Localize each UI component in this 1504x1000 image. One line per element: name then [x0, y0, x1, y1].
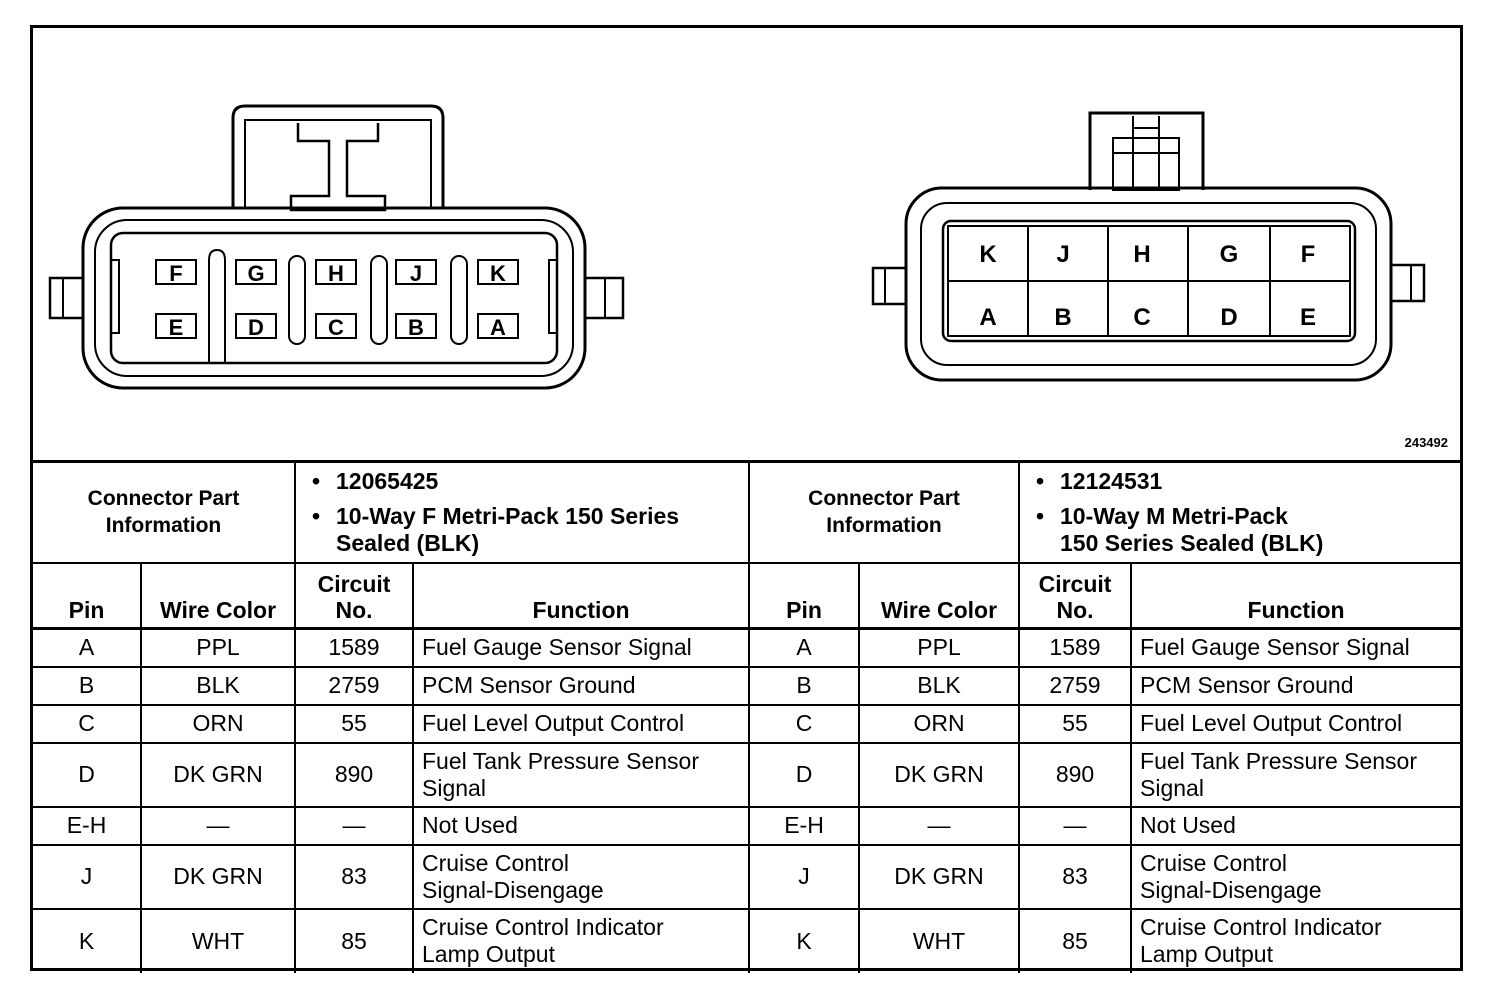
wire-color-cell: BLK — [859, 667, 1019, 705]
wire-color-cell: WHT — [859, 909, 1019, 973]
left-pin-label: K — [490, 261, 506, 286]
right-pin-label: B — [1054, 304, 1072, 331]
table-row — [33, 909, 1460, 973]
wire-color-cell: ORN — [141, 705, 295, 743]
pin-cell: B — [33, 667, 141, 705]
circuit-no-cell: — — [295, 807, 413, 845]
function-cell: Fuel Tank Pressure Sensor Signal — [413, 743, 749, 807]
circuit-no-cell: 55 — [295, 705, 413, 743]
circuit-no-cell: 890 — [1019, 743, 1131, 807]
pin-cell: B — [749, 667, 859, 705]
header-wire-color: Wire Color — [141, 563, 295, 629]
function-cell: Fuel Level Output Control — [413, 705, 749, 743]
table-row — [33, 807, 1460, 845]
circuit-no-cell: 1589 — [1019, 629, 1131, 667]
table-row — [33, 743, 1460, 807]
left-pin-label: B — [408, 315, 424, 340]
function-cell: Cruise Control Signal-Disengage — [1131, 845, 1460, 909]
pin-cell: D — [33, 743, 141, 807]
function-cell: Not Used — [413, 807, 749, 845]
wire-color-cell: DK GRN — [141, 743, 295, 807]
pin-cell: C — [33, 705, 141, 743]
function-cell: Fuel Gauge Sensor Signal — [413, 629, 749, 667]
connector-drawing — [33, 28, 1460, 460]
right-pin-labels — [979, 241, 1316, 331]
left-connector — [50, 106, 623, 388]
header-function: Function — [413, 563, 749, 629]
wire-color-cell: WHT — [141, 909, 295, 973]
function-cell: Cruise Control Indicator Lamp Output — [413, 909, 749, 973]
right-pin-label: C — [1133, 304, 1151, 331]
circuit-no-cell: 83 — [295, 845, 413, 909]
pin-cell: A — [749, 629, 859, 667]
function-cell: Cruise Control Indicator Lamp Output — [1131, 909, 1460, 973]
function-cell: Fuel Level Output Control — [1131, 705, 1460, 743]
left-pin-label: E — [168, 315, 184, 340]
left-pin-label: C — [328, 315, 344, 340]
wire-color-cell: ORN — [859, 705, 1019, 743]
diagram-frame — [30, 25, 1463, 971]
table-row — [33, 667, 1460, 705]
connector-description: 10-Way M Metri-Pack — [1060, 502, 1288, 529]
header-pin: Pin — [33, 563, 141, 629]
function-cell: Fuel Tank Pressure Sensor Signal — [1131, 743, 1460, 807]
figure-id: 243492 — [1404, 435, 1448, 450]
function-cell: Cruise Control Signal-Disengage — [413, 845, 749, 909]
wire-color-cell: PPL — [859, 629, 1019, 667]
left-pin-label: J — [409, 261, 423, 286]
circuit-no-cell: 890 — [295, 743, 413, 807]
right-pin-label: E — [1299, 304, 1317, 331]
function-cell: Fuel Gauge Sensor Signal — [1131, 629, 1460, 667]
circuit-no-cell: 1589 — [295, 629, 413, 667]
right-pin-label: H — [1133, 241, 1151, 268]
circuit-no-cell: 85 — [1019, 909, 1131, 973]
wire-color-cell: — — [859, 807, 1019, 845]
left-pin-label: H — [328, 261, 344, 286]
wire-color-cell: DK GRN — [859, 845, 1019, 909]
right-pin-label: K — [979, 241, 997, 268]
wire-color-cell: DK GRN — [859, 743, 1019, 807]
right-pin-label: D — [1220, 304, 1238, 331]
pin-cell: K — [33, 909, 141, 973]
left-pin-labels — [169, 261, 506, 340]
pin-cell: E-H — [33, 807, 141, 845]
wire-color-cell: PPL — [141, 629, 295, 667]
table-row — [33, 629, 1460, 667]
left-pin-label: G — [247, 261, 265, 286]
connector-part-info: • 12065425 • 10-Way F Metri-Pack 150 Series Sealed (BLK) — [295, 462, 749, 563]
right-pin-label: J — [1056, 241, 1070, 268]
connector-info-row — [33, 462, 1460, 563]
function-cell: PCM Sensor Ground — [1131, 667, 1460, 705]
header-circuit-no: Circuit No. — [1019, 563, 1131, 629]
connector-description: 10-Way F Metri-Pack 150 Series — [336, 502, 680, 529]
table-row — [33, 705, 1460, 743]
circuit-no-cell: 55 — [1019, 705, 1131, 743]
header-wire-color: Wire Color — [859, 563, 1019, 629]
circuit-no-cell: 2759 — [295, 667, 413, 705]
pin-cell: A — [33, 629, 141, 667]
part-number: 12124531 — [1060, 467, 1163, 494]
wire-color-cell: DK GRN — [141, 845, 295, 909]
wire-color-cell: BLK — [141, 667, 295, 705]
column-header-row — [33, 563, 1460, 629]
wire-color-cell: — — [141, 807, 295, 845]
header-function: Function — [1131, 563, 1460, 629]
pin-cell: C — [749, 705, 859, 743]
function-cell: Not Used — [1131, 807, 1460, 845]
pin-cell: J — [749, 845, 859, 909]
pinout-rows — [33, 629, 1460, 973]
connector-info-label: Connector Part Information — [33, 462, 295, 563]
right-pin-label: G — [1219, 241, 1239, 268]
right-pin-label: A — [979, 304, 997, 331]
left-pin-label: D — [248, 315, 264, 340]
pin-cell: K — [749, 909, 859, 973]
connector-part-info: • 12124531 • 10-Way M Metri-Pack 150 Series Sealed (BLK) — [1019, 462, 1460, 563]
pin-cell: J — [33, 845, 141, 909]
connector-info-label: Connector Part Information — [749, 462, 1019, 563]
pin-cell: E-H — [749, 807, 859, 845]
part-number: 12065425 — [336, 467, 439, 494]
left-pin-label: A — [490, 315, 506, 340]
header-pin: Pin — [749, 563, 859, 629]
circuit-no-cell: — — [1019, 807, 1131, 845]
right-pin-label: F — [1300, 241, 1316, 268]
circuit-no-cell: 2759 — [1019, 667, 1131, 705]
left-pin-label: F — [169, 261, 183, 286]
circuit-no-cell: 85 — [295, 909, 413, 973]
header-circuit-no: Circuit No. — [295, 563, 413, 629]
pin-cell: D — [749, 743, 859, 807]
circuit-no-cell: 83 — [1019, 845, 1131, 909]
table-row — [33, 845, 1460, 909]
function-cell: PCM Sensor Ground — [413, 667, 749, 705]
connector-pinout-table — [33, 460, 1460, 973]
